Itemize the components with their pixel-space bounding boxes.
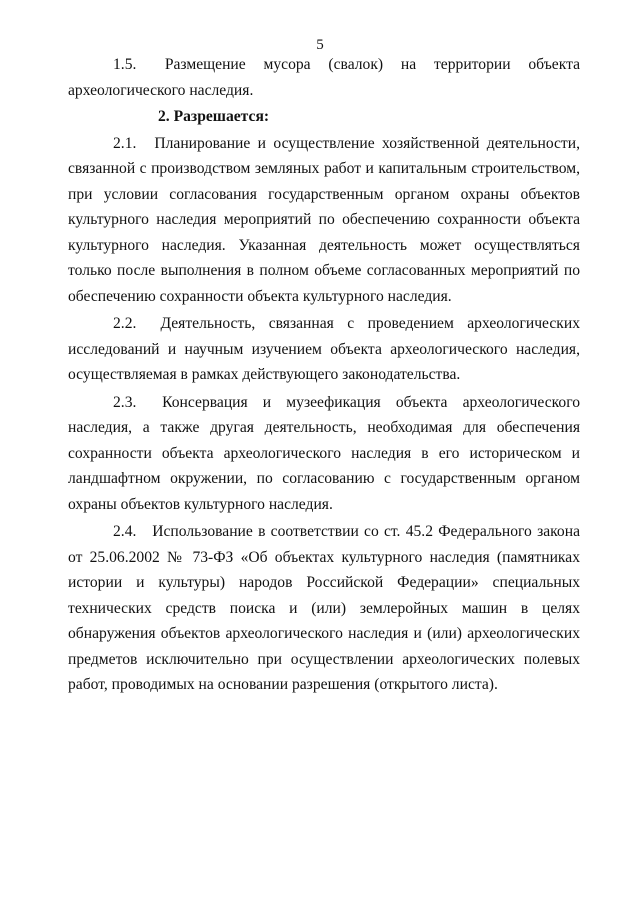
clause-number: 2.4. bbox=[113, 523, 137, 540]
section-number: 2. bbox=[158, 108, 170, 125]
clause-text: Планирование и осуществление хозяйственной деятельности, связанной с производством земляных работ и капитальным строительством, при условии согласования государственным органом охраны объектов культурного наследия мероприятий по обеспечению сохранности объекта культурного наследия. Указанная деятельность может осуществляться только после выполнения в полном объеме согласованных мероприятий по обеспечению сохранности объекта культурного наследия. bbox=[68, 134, 580, 305]
clause-number: 2.2. bbox=[113, 315, 137, 332]
page-number: 5 bbox=[316, 37, 324, 53]
section-2-heading bbox=[68, 104, 580, 130]
clause-number: 2.3. bbox=[113, 393, 137, 411]
clause-2-1 bbox=[68, 131, 580, 310]
clause-2-4 bbox=[68, 519, 580, 698]
clause-2-2 bbox=[68, 311, 580, 388]
clause-2-3 bbox=[68, 390, 580, 518]
clause-text: Использование в соответствии со ст. 45.2 Федерального закона от 25.06.2002 № 73-ФЗ «Об объектах культурного наследия (памятниках истории и культуры) народов Российской Федерации» специальных технических средств поиска и (или) землеройных машин в целях обнаружения объектов археологического наследия и (или) археологических предметов исключительно при осуществлении археологических полевых работ, проводимых на основании разрешения (открытого листа). bbox=[68, 523, 580, 693]
clause-number: 1.5. bbox=[113, 56, 137, 73]
document-body bbox=[68, 52, 580, 698]
section-title: Разрешается: bbox=[173, 108, 270, 125]
clause-number: 2.1. bbox=[113, 134, 137, 152]
clause-text: Размещение мусора (свалок) на территории объекта археологического наследия. bbox=[68, 56, 581, 99]
clause-text: Деятельность, связанная с проведением археологических исследований и научным изучением объекта археологического наследия, осуществляемая в рамках действующего законодательства. bbox=[68, 315, 581, 383]
clause-1-5 bbox=[68, 52, 580, 103]
clause-text: Консервация и музеефикация объекта археологического наследия, а также другая деятельность, необходимая для обеспечения сохранности объекта археологического наследия в его историческом и ландшафтном окружении, по согласованию с государственным органом охраны объектов культурного наследия. bbox=[68, 393, 581, 513]
